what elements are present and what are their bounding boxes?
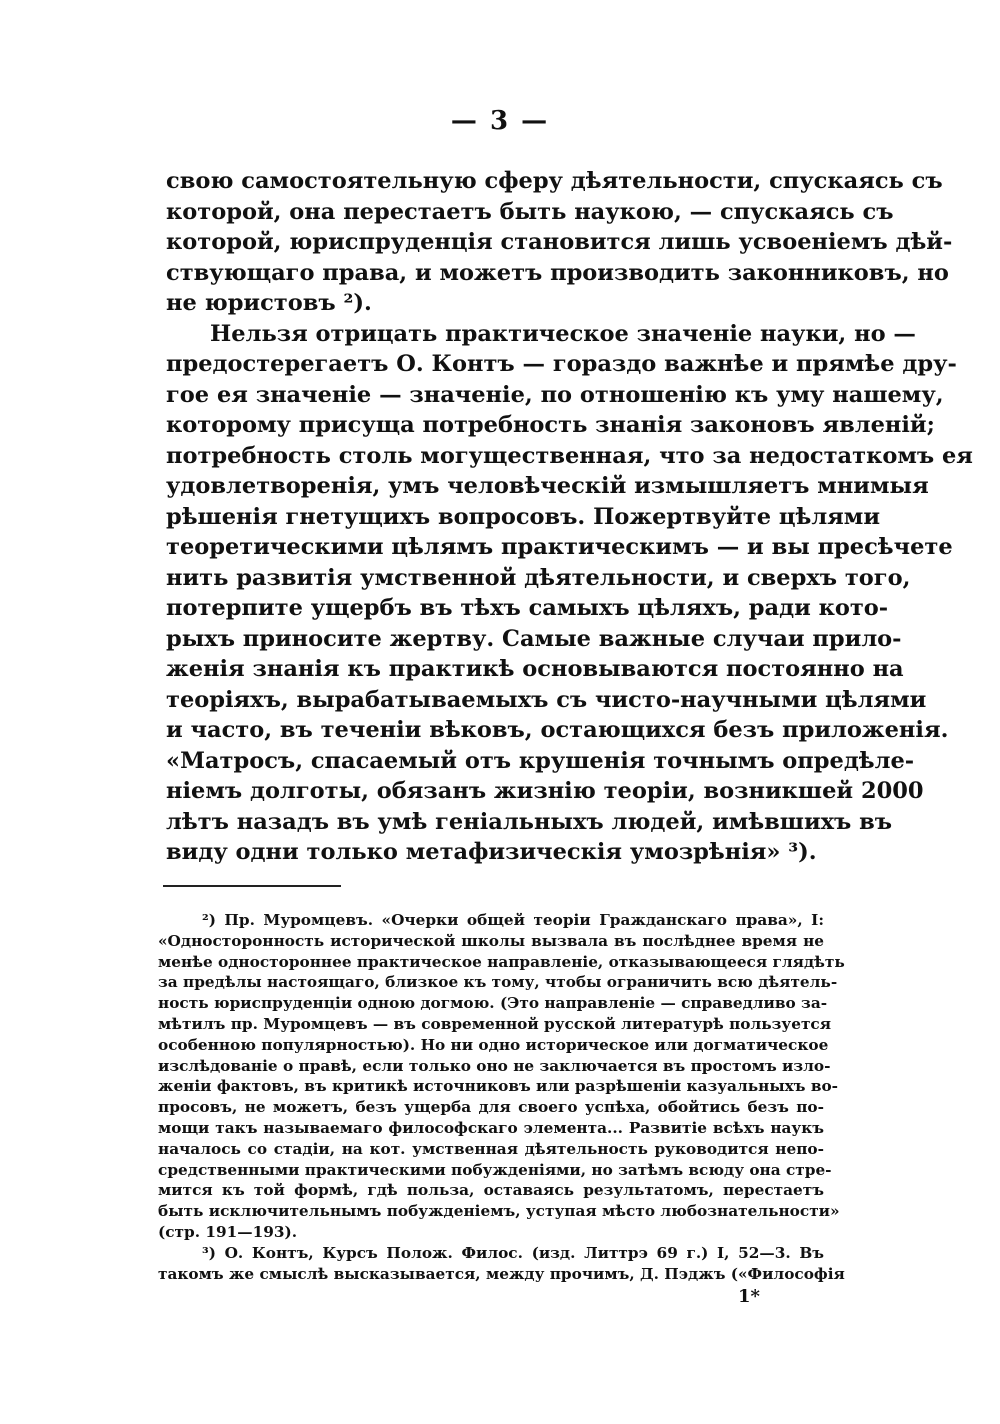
- text-line: удовлетворенія, умъ человѣческій измышляетъ мнимыя: [166, 473, 929, 499]
- text-line: которой, она перестаетъ быть наукою, — спускаясь съ: [166, 198, 894, 225]
- footnote-line: изслѣдованіе о правѣ, если только оно не заключается въ простомъ изло-: [158, 1056, 831, 1075]
- footnote-line: средственными практическими побужденіями, но затѣмъ всюду она стре-: [158, 1160, 832, 1179]
- text-line: гое ея значеніе — значеніе, по отношенію къ уму нашему,: [166, 381, 944, 408]
- text-line: нить развитія умственной дѣятельности, и сверхъ того,: [166, 564, 911, 591]
- footnote-line: просовъ, не можетъ, безъ ущерба для своего успѣха, обойтись безъ по-: [158, 1098, 824, 1117]
- text-line: свою самостоятельную сферу дѣятельности, спускаясь съ: [166, 168, 943, 194]
- footnote-line: мится къ той формѣ, гдѣ польза, оставаясь результатомъ, перестаетъ: [158, 1181, 824, 1200]
- footnote-line: женіи фактовъ, въ критикѣ источниковъ или разрѣшеніи казуальныхъ во-: [158, 1077, 839, 1096]
- text-line: и часто, въ теченіи вѣковъ, остающихся безъ приложенія.: [166, 717, 949, 743]
- footnote-line: «Односторонность исторической школы вызвала въ послѣднее время не: [158, 931, 824, 950]
- text-line: не юристовъ ²).: [166, 290, 372, 316]
- footnote-line: (стр. 191—193).: [158, 1222, 298, 1241]
- footnote-line: менѣе одностороннее практическое направленіе, отказывающееся глядѣть: [158, 952, 845, 971]
- footnote-line: такомъ же смыслѣ высказывается, между прочимъ, Д. Пэджъ («Философія: [158, 1264, 845, 1283]
- footnote-3-start: ³) О. Контъ, Курсъ Полож. Филос. (изд. Литтрэ 69 г.) I, 52—3. Въ: [202, 1243, 824, 1262]
- footnote-separator: [163, 885, 341, 887]
- footnote-line: быть исключительнымъ побужденіемъ, уступая мѣсто любознательности»: [158, 1202, 840, 1221]
- text-line: «Матросъ, спасаемый отъ крушенія точнымъ опредѣле-: [166, 747, 915, 774]
- text-line: ніемъ долготы, обязанъ жизнію теоріи, возникшей 2000: [166, 778, 924, 804]
- text-line: которому присуща потребность знанія законовъ явленій;: [166, 412, 935, 438]
- footnote-line: началось со стадіи, на кот. умственная дѣятельность руководится непо-: [158, 1139, 824, 1158]
- footnote-line: особенною популярностью). Но ни одно историческое или догматическое: [158, 1035, 829, 1054]
- footnote-line: мѣтилъ пр. Муромцевъ — въ современной русской литературѣ пользуется: [158, 1014, 832, 1033]
- text-line: предостерегаетъ О. Контъ — гораздо важнѣе и прямѣе дру-: [166, 351, 957, 377]
- text-line: рѣшенія гнетущихъ вопросовъ. Пожертвуйте цѣлями: [166, 503, 881, 530]
- text-line: теоріяхъ, вырабатываемыхъ съ чисто-научными цѣлями: [166, 686, 927, 713]
- text-line: лѣтъ назадъ въ умѣ геніальныхъ людей, имѣвшихъ въ: [166, 808, 893, 835]
- footnotes: [158, 910, 845, 1284]
- footnote-line: за предѣлы настоящаго, близкое къ тому, чтобы ограничить всю дѣятель-: [158, 973, 838, 992]
- text-line: потерпите ущербъ въ тѣхъ самыхъ цѣляхъ, ради кото-: [166, 595, 889, 621]
- page-number: — 3 —: [450, 106, 550, 136]
- text-line: теоретическими цѣлямъ практическимъ — и вы пресѣчете: [166, 534, 953, 560]
- footnote-line: ность юриспруденціи одною догмою. (Это направленіе — справедливо за-: [158, 994, 828, 1013]
- text-line: ствующаго права, и можетъ производить законниковъ, но: [166, 259, 949, 286]
- paragraph-start-line: Нельзя отрицать практическое значеніе науки, но —: [210, 320, 916, 347]
- text-line: рыхъ приносите жертву. Самые важные случаи прило-: [166, 625, 902, 652]
- footnote-2-start: ²) Пр. Муромцевъ. «Очерки общей теоріи Гражданскаго права», I:: [202, 911, 824, 929]
- text-line: которой, юриспруденція становится лишь усвоеніемъ дѣй-: [166, 229, 953, 255]
- text-line: потребность столь могущественная, что за недостаткомъ ея: [166, 442, 973, 469]
- main-text: [166, 166, 973, 868]
- text-line: женія знанія къ практикѣ основываются постоянно на: [166, 656, 904, 682]
- signature-mark: 1*: [738, 1286, 760, 1307]
- text-line: виду одни только метафизическія умозрѣнія» ³).: [166, 839, 817, 865]
- footnote-line: мощи такъ называемаго философскаго элемента... Развитіе всѣхъ наукъ: [158, 1118, 824, 1137]
